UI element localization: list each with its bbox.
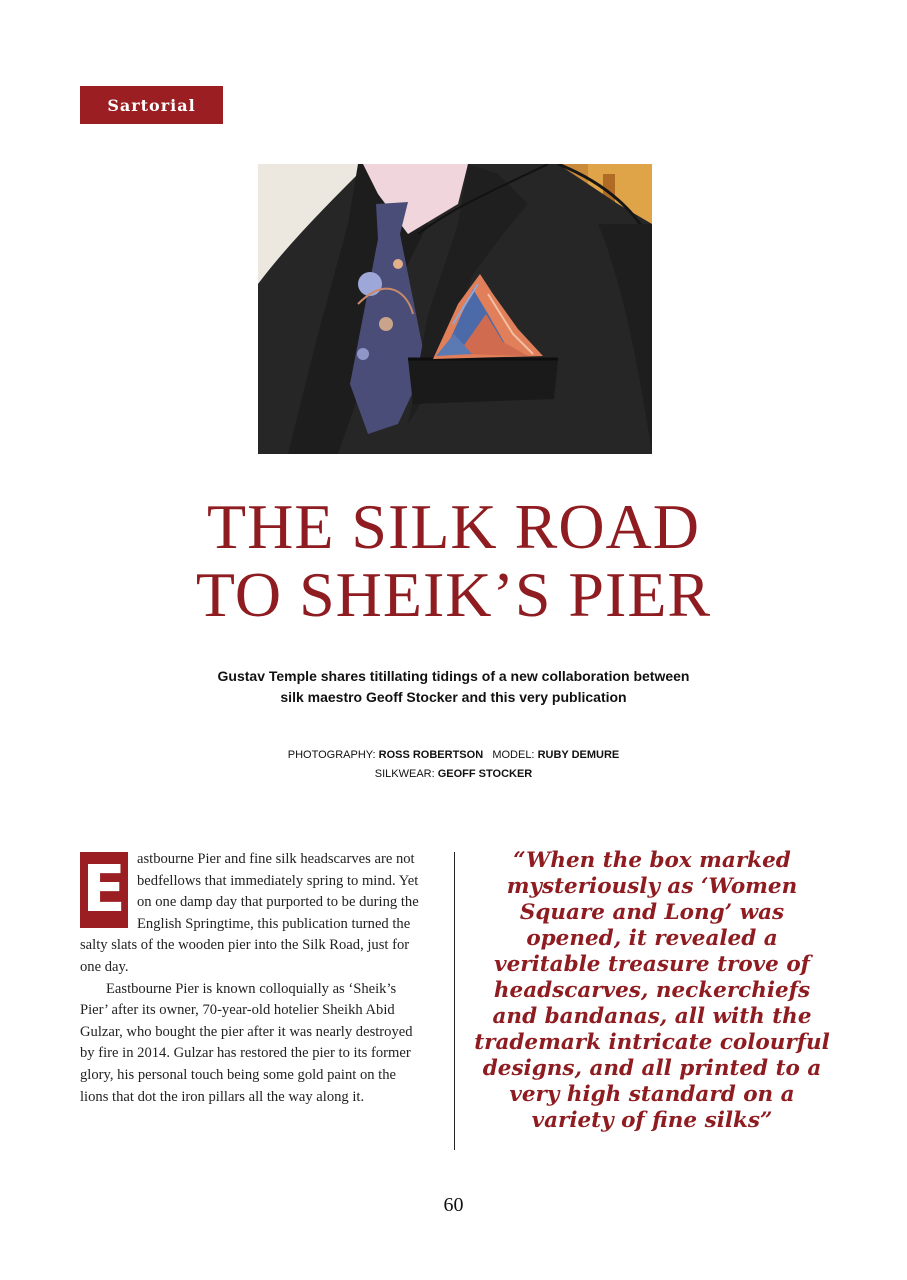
column-divider bbox=[454, 852, 455, 1150]
page-number: 60 bbox=[443, 1194, 464, 1216]
credits-line-1 bbox=[150, 746, 757, 765]
article-paragraph-1 bbox=[80, 849, 424, 979]
credits-line-2 bbox=[150, 765, 757, 784]
headline-line-2: TO SHEIK’S PIER bbox=[195, 559, 712, 630]
headline bbox=[0, 493, 907, 629]
standfirst-line-2: silk maestro Geoff Stocker and this very publication bbox=[280, 689, 627, 705]
article-body bbox=[80, 849, 424, 1108]
model-label: MODEL: bbox=[492, 749, 535, 761]
standfirst-line-1: Gustav Temple shares titillating tidings of a new collaboration between bbox=[217, 668, 690, 684]
suit-pocket-square-photo-icon bbox=[258, 164, 652, 454]
pull-quote: “When the box marked mysteriously as ‘Women Square and Long’ was opened, it revealed a veritable treasure trove of headscarves, neckerchiefs and bandanas, all with the trademark intricate colourful designs, and all printed to a very high standard on a variety of fine silks” bbox=[474, 848, 830, 1133]
drop-cap: E bbox=[80, 852, 128, 928]
silkwear-label: SILKWEAR: bbox=[374, 768, 435, 780]
article-paragraph-1-text: astbourne Pier and fine silk headscarves are not bedfellows that immediately spring to mind. Yet on one damp day that purported to be during the English Springtime, this publication turned the salty slats of the wooden pier into the Silk Road, just for one day. bbox=[80, 851, 419, 975]
model-name: RUBY DEMURE bbox=[537, 749, 620, 761]
hero-image bbox=[258, 164, 652, 454]
silkwear-name: GEOFF STOCKER bbox=[437, 768, 533, 780]
credits bbox=[150, 746, 757, 784]
article-paragraph-2: Eastbourne Pier is known colloquially as ‘Sheik’s Pier’ after its owner, 70-year-old hotelier Sheikh Abid Gulzar, who bought the pier after it was nearly destroyed by fire in 2014. Gulzar has restored the pier to its former glory, his personal touch being some gold paint on the lions that dot the iron pillars all the way along it. bbox=[80, 980, 413, 1105]
headline-line-1: THE SILK ROAD bbox=[207, 491, 700, 562]
section-tag: Sartorial bbox=[80, 86, 223, 124]
standfirst bbox=[150, 666, 757, 708]
photography-label: PHOTOGRAPHY: bbox=[287, 749, 376, 761]
photography-name: ROSS ROBERTSON bbox=[378, 749, 484, 761]
